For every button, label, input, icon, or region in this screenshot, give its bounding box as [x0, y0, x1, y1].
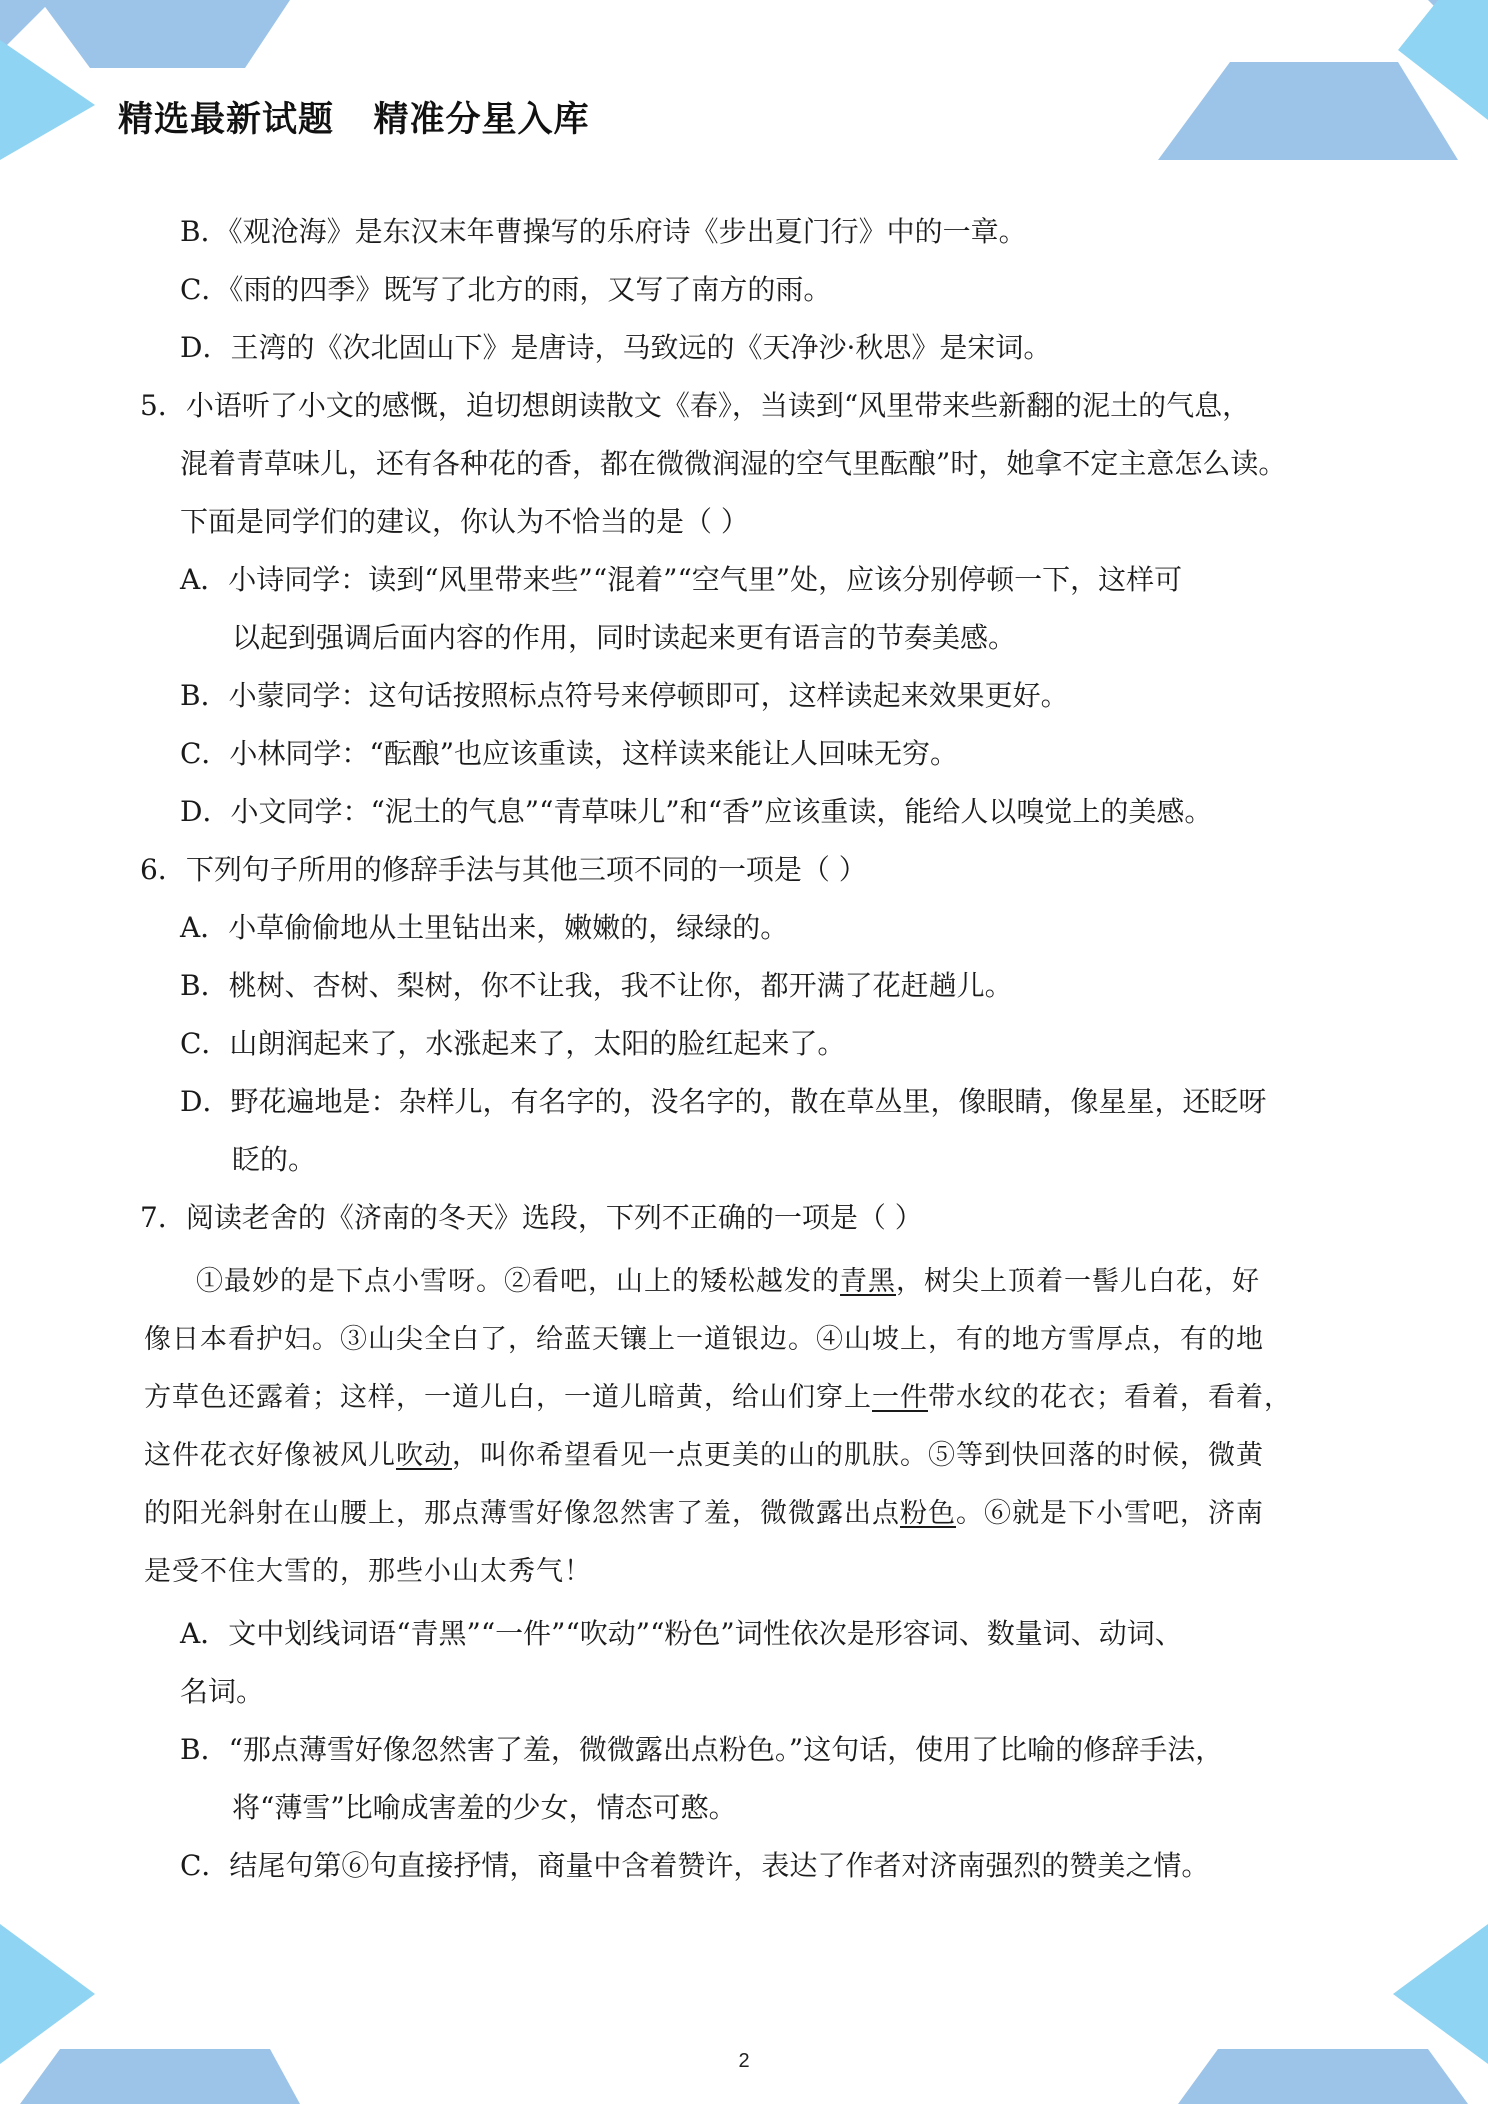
passage-text: 方草色还露着；这样，一道儿白，一道儿暗黄，给山们穿上 — [144, 1382, 872, 1413]
q4-option-c: C．《雨的四季》既写了北方的雨，又写了南方的雨。 — [180, 273, 832, 306]
q5-option-d: D．小文同学：“泥土的气息”“青草味儿”和“香”应该重读，能给人以嗅觉上的美感。 — [180, 795, 1213, 828]
q7-passage-line-3 — [144, 1378, 1292, 1418]
q7-passage-line-4 — [144, 1436, 1264, 1476]
q7-option-c: C．结尾句第⑥句直接抒情，商量中含着赞许，表达了作者对济南强烈的赞美之情。 — [180, 1849, 1210, 1882]
q5-stem-line-3: 下面是同学们的建议，你认为不恰当的是（ ） — [180, 505, 749, 538]
q6-option-b: B．桃树、杏树、梨树，你不让我，我不让你，都开满了花赶趟儿。 — [180, 969, 1013, 1002]
q5-option-a-line-1: A．小诗同学：读到“风里带来些”“混着”“空气里”处，应该分别停顿一下，这样可 — [180, 563, 1183, 596]
q7-option-a-line-2: 名词。 — [180, 1675, 265, 1708]
underlined-word-qinghei: 青黑 — [840, 1266, 896, 1297]
corner-decoration-bottom-left — [0, 1924, 330, 2104]
q5-option-b: B．小蒙同学：这句话按照标点符号来停顿即可，这样读起来效果更好。 — [180, 679, 1069, 712]
passage-text: 。⑥就是下小雪吧，济南 — [956, 1498, 1264, 1529]
page-number: 2 — [738, 2050, 750, 2072]
passage-text: ①最妙的是下点小雪呀。②看吧，山上的矮松越发的 — [196, 1266, 840, 1297]
underlined-word-yijian: 一件 — [872, 1382, 928, 1413]
q7-option-b-line-1: B．“那点薄雪好像忽然害了羞，微微露出点粉色。”这句话，使用了比喻的修辞手法， — [180, 1733, 1224, 1766]
q4-option-b: B．《观沧海》是东汉末年曹操写的乐府诗《步出夏门行》中的一章。 — [180, 215, 1027, 248]
q5-stem-line-1: 5．小语听了小文的感慨，迫切想朗读散文《春》，当读到“风里带来些新翻的泥土的气息， — [140, 389, 1251, 422]
passage-text: ，叫你希望看见一点更美的山的肌肤。⑤等到快回落的时候，微黄 — [452, 1440, 1264, 1471]
q7-option-a-line-1: A．文中划线词语“青黑”“一件”“吹动”“粉色”词性依次是形容词、数量词、动词、 — [180, 1617, 1183, 1650]
q6-option-d-line-2: 眨的。 — [232, 1143, 317, 1176]
q7-passage-line-5 — [144, 1494, 1264, 1534]
q7-passage-line-2: 像日本看护妇。③山尖全白了，给蓝天镶上一道银边。④山坡上，有的地方雪厚点，有的地 — [144, 1324, 1264, 1355]
q5-stem-line-2: 混着青草味儿，还有各种花的香，都在微微润湿的空气里酝酿”时，她拿不定主意怎么读。 — [180, 447, 1287, 480]
page-header-title: 精选最新试题 精准分星入库 — [118, 100, 590, 140]
q7-stem: 7．阅读老舍的《济南的冬天》选段，下列不正确的一项是（ ） — [140, 1201, 923, 1234]
q5-option-c: C．小林同学：“酝酿”也应该重读，这样读来能让人回味无穷。 — [180, 737, 959, 770]
passage-text: 的阳光斜射在山腰上，那点薄雪好像忽然害了羞，微微露出点 — [144, 1498, 900, 1529]
passage-text: ，树尖上顶着一髻儿白花，好 — [896, 1266, 1260, 1297]
underlined-word-fense: 粉色 — [900, 1498, 956, 1529]
q6-option-c: C．山朗润起来了，水涨起来了，太阳的脸红起来了。 — [180, 1027, 846, 1060]
q7-passage-line-1 — [196, 1262, 1260, 1302]
corner-decoration-top-right — [1158, 0, 1488, 170]
passage-text: 这件花衣好像被风儿 — [144, 1440, 396, 1471]
corner-decoration-bottom-right — [1158, 1924, 1488, 2104]
q7-option-b-line-2: 将“薄雪”比喻成害羞的少女，情态可憨。 — [232, 1791, 737, 1824]
underlined-word-chuidong: 吹动 — [396, 1440, 452, 1471]
q7-passage-line-6: 是受不住大雪的，那些小山太秀气！ — [144, 1556, 592, 1587]
q6-option-a: A．小草偷偷地从土里钻出来，嫩嫩的，绿绿的。 — [180, 911, 789, 944]
q6-option-d-line-1: D．野花遍地是：杂样儿，有名字的，没名字的，散在草丛里，像眼睛，像星星，还眨呀 — [180, 1085, 1267, 1118]
passage-text: 带水纹的花衣；看着，看着， — [928, 1382, 1292, 1413]
q4-option-d: D．王湾的《次北固山下》是唐诗，马致远的《天净沙·秋思》是宋词。 — [180, 331, 1052, 364]
corner-decoration-top-left — [0, 0, 300, 170]
q5-option-a-line-2: 以起到强调后面内容的作用，同时读起来更有语言的节奏美感。 — [232, 621, 1017, 654]
q6-stem: 6．下列句子所用的修辞手法与其他三项不同的一项是（ ） — [140, 853, 867, 886]
